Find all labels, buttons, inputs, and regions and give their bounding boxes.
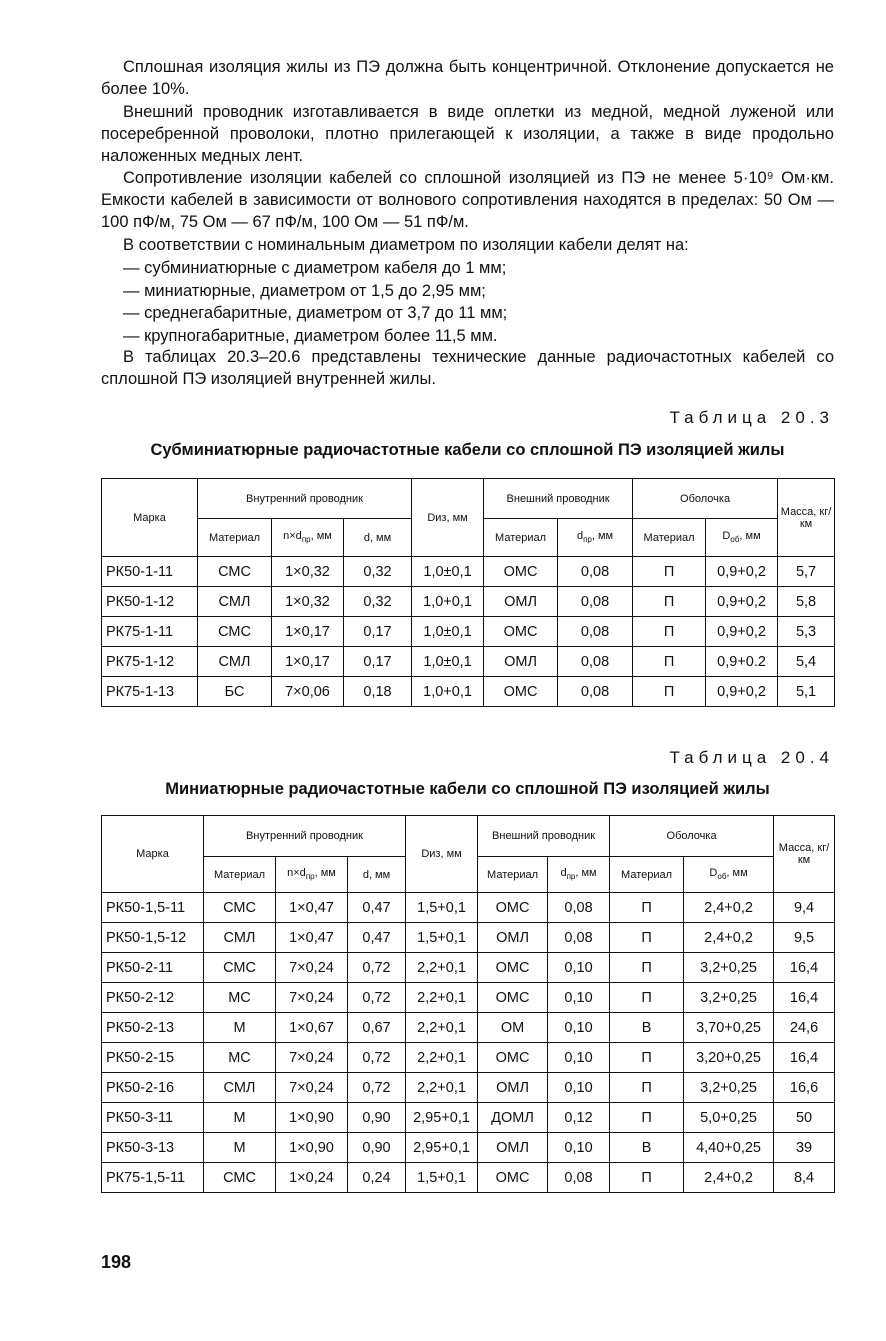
table-label: Таблица 20.3 bbox=[669, 408, 834, 427]
table-cell: П bbox=[610, 923, 684, 953]
table-cell: 0,10 bbox=[548, 983, 610, 1013]
table-cell: 3,2+0,25 bbox=[684, 983, 774, 1013]
table-cell: РК50-1,5-11 bbox=[102, 893, 204, 923]
header-material: Материал bbox=[478, 857, 548, 893]
table-cell: 3,2+0,25 bbox=[684, 953, 774, 983]
header-wire-count-diameter: $n\times d_{пр}$, мм bbox=[276, 857, 348, 893]
table-cell: 0,17 bbox=[344, 617, 412, 647]
table-cell: 0,08 bbox=[548, 1163, 610, 1193]
table-cell: РК50-2-12 bbox=[102, 983, 204, 1013]
table-cell: 0,9+0,2 bbox=[706, 677, 778, 707]
table-cell: 1×0,32 bbox=[272, 557, 344, 587]
table-cell: 3,20+0,25 bbox=[684, 1043, 774, 1073]
table-cell: 0,18 bbox=[344, 677, 412, 707]
table-cell: 0,10 bbox=[548, 1133, 610, 1163]
table-cell: 1,5+0,1 bbox=[406, 1163, 478, 1193]
table-row bbox=[102, 557, 835, 587]
table-cell: 0,9+0.2 bbox=[706, 647, 778, 677]
table-cell: РК50-2-16 bbox=[102, 1073, 204, 1103]
table-cell: М bbox=[204, 1133, 276, 1163]
table-cell: 1,0±0,1 bbox=[412, 617, 484, 647]
table-cell: СМС bbox=[204, 953, 276, 983]
header-mass: Масса, кг/км bbox=[778, 479, 835, 557]
table-cell: М bbox=[204, 1013, 276, 1043]
table-cell: 0,67 bbox=[348, 1013, 406, 1043]
table-cell: 5,3 bbox=[778, 617, 835, 647]
table-cell: РК75-1-11 bbox=[102, 617, 198, 647]
header-outer-conductor: Внешний проводник bbox=[484, 479, 633, 519]
header-sheath: Оболочка bbox=[633, 479, 778, 519]
header-inner-conductor: Внутренний проводник bbox=[204, 816, 406, 857]
table-cell: РК50-3-11 bbox=[102, 1103, 204, 1133]
table-cell: ОМЛ bbox=[484, 587, 558, 617]
header-wire-diameter: $d_{пр}$, мм bbox=[558, 519, 633, 557]
table-cell: ОМС bbox=[484, 617, 558, 647]
table-cell: 0,08 bbox=[558, 617, 633, 647]
table-row bbox=[102, 1043, 835, 1073]
table-label: Таблица 20.4 bbox=[669, 748, 834, 767]
table-cell: 24,6 bbox=[774, 1013, 835, 1043]
table-cell: 1,0±0,1 bbox=[412, 647, 484, 677]
table-cell: 0,12 bbox=[548, 1103, 610, 1133]
table-cell: 0,9+0,2 bbox=[706, 557, 778, 587]
table-cell: ОМ bbox=[478, 1013, 548, 1043]
table-cell: В bbox=[610, 1133, 684, 1163]
table-cell: 2,95+0,1 bbox=[406, 1133, 478, 1163]
table-cell: СМЛ bbox=[204, 923, 276, 953]
header-mass: Масса, кг/км bbox=[774, 816, 835, 893]
table-cell: ОМЛ bbox=[484, 647, 558, 677]
header-mark: Марка bbox=[102, 479, 198, 557]
table-cell: 0,90 bbox=[348, 1133, 406, 1163]
table-cell: П bbox=[633, 557, 706, 587]
header-diameter-insulation: Dиз, мм bbox=[412, 479, 484, 557]
table-caption: Субминиатюрные радиочастотные кабели со сплошной ПЭ изоляцией жилы bbox=[150, 441, 785, 459]
table-cell: 1,0+0,1 bbox=[412, 587, 484, 617]
table-cell: РК50-3-13 bbox=[102, 1133, 204, 1163]
table-cell: 0,08 bbox=[558, 587, 633, 617]
list-item-medium: — среднегабаритные, диаметром от 3,7 до 11 мм; bbox=[123, 304, 508, 322]
header-material: Материал bbox=[198, 519, 272, 557]
table-cell: ДОМЛ bbox=[478, 1103, 548, 1133]
list-item-miniature: — миниатюрные, диаметром от 1,5 до 2,95 мм; bbox=[123, 282, 486, 300]
table-cell: 0,9+0,2 bbox=[706, 617, 778, 647]
table-cell: 7×0,06 bbox=[272, 677, 344, 707]
table-cell: 0,9+0,2 bbox=[706, 587, 778, 617]
table-cell: 0,10 bbox=[548, 1073, 610, 1103]
paragraph-classification: В соответствии с номинальным диаметром по изоляции кабели делят на: bbox=[123, 236, 689, 254]
table-cell: СМЛ bbox=[198, 647, 272, 677]
table-row bbox=[102, 893, 835, 923]
header-wire-count-diameter: $n\times d_{пр}$, мм bbox=[272, 519, 344, 557]
table-cell: РК50-2-13 bbox=[102, 1013, 204, 1043]
table-cell: 7×0,24 bbox=[276, 1073, 348, 1103]
table-cell: 7×0,24 bbox=[276, 1043, 348, 1073]
table-row bbox=[102, 1103, 835, 1133]
table-cell: 1×0,67 bbox=[276, 1013, 348, 1043]
table-cell: 0,08 bbox=[558, 647, 633, 677]
page-number: 198 bbox=[101, 1252, 132, 1272]
table-cell: 16,4 bbox=[774, 983, 835, 1013]
table-cell: 0,08 bbox=[548, 923, 610, 953]
table-row bbox=[102, 983, 835, 1013]
table-cell: 4,40+0,25 bbox=[684, 1133, 774, 1163]
table-row bbox=[102, 1013, 835, 1043]
table-cell: П bbox=[610, 983, 684, 1013]
table-cell: 1×0,24 bbox=[276, 1163, 348, 1193]
table-cell: 7×0,24 bbox=[276, 953, 348, 983]
table-cell: ОМЛ bbox=[478, 1133, 548, 1163]
table-cell: СМС bbox=[198, 557, 272, 587]
header-sheath-diameter: $D_{об}$, мм bbox=[706, 519, 778, 557]
paragraph-tables-intro: В таблицах 20.3–20.6 представлены технические данные радиочастотных кабелей со сплошной ПЭ изоляцией внутренней жилы. bbox=[101, 348, 834, 388]
table-cell: 0,10 bbox=[548, 953, 610, 983]
table-miniature-cables bbox=[101, 815, 835, 1193]
table-cell: БС bbox=[198, 677, 272, 707]
header-sheath-diameter: $D_{об}$, мм bbox=[684, 857, 774, 893]
table-cell: 0,10 bbox=[548, 1043, 610, 1073]
table-row bbox=[102, 617, 835, 647]
table-row bbox=[102, 1073, 835, 1103]
table-cell: 5,8 bbox=[778, 587, 835, 617]
table-cell: 1,5+0,1 bbox=[406, 893, 478, 923]
table-cell: 0,72 bbox=[348, 953, 406, 983]
table-cell: 2,2+0,1 bbox=[406, 1013, 478, 1043]
table-cell: В bbox=[610, 1013, 684, 1043]
table-cell: 1×0,17 bbox=[272, 617, 344, 647]
table-cell: 0,47 bbox=[348, 923, 406, 953]
table-cell: РК50-1-12 bbox=[102, 587, 198, 617]
table-cell: РК50-2-15 bbox=[102, 1043, 204, 1073]
table-cell: ОМС bbox=[478, 893, 548, 923]
table-cell: 2,2+0,1 bbox=[406, 1073, 478, 1103]
table-cell: 0,24 bbox=[348, 1163, 406, 1193]
table-cell: П bbox=[633, 647, 706, 677]
table-cell: СМЛ bbox=[204, 1073, 276, 1103]
header-diameter-insulation: Dиз, мм bbox=[406, 816, 478, 893]
table-cell: 0,72 bbox=[348, 1073, 406, 1103]
table-cell: 2,4+0,2 bbox=[684, 1163, 774, 1193]
table-cell: ОМС bbox=[478, 1163, 548, 1193]
table-cell: 1,5+0,1 bbox=[406, 923, 478, 953]
table-cell: ОМЛ bbox=[478, 1073, 548, 1103]
table-cell: 16,4 bbox=[774, 953, 835, 983]
table-cell: РК50-1,5-12 bbox=[102, 923, 204, 953]
table-cell: 2,2+0,1 bbox=[406, 1043, 478, 1073]
table-cell: 0,90 bbox=[348, 1103, 406, 1133]
table-row bbox=[102, 923, 835, 953]
list-item-large: — крупногабаритные, диаметром более 11,5 мм. bbox=[123, 327, 498, 345]
table-row bbox=[102, 1133, 835, 1163]
header-outer-conductor: Внешний проводник bbox=[478, 816, 610, 857]
table-cell: 0,08 bbox=[548, 893, 610, 923]
header-inner-conductor: Внутренний проводник bbox=[198, 479, 412, 519]
table-cell: П bbox=[610, 1163, 684, 1193]
table-row bbox=[102, 1163, 835, 1193]
paragraph-resistance: Сопротивление изоляции кабелей со сплошной изоляцией из ПЭ не менее 5·10⁹ Ом·км. Емкости кабелей в зависимости от волнового сопротивления находятся в пределах: 50 Ом — 100 пФ/м, 75 Ом — 67 пФ/м, 100 Ом — 51 пФ/м. bbox=[101, 169, 834, 231]
table-cell: 39 bbox=[774, 1133, 835, 1163]
table-cell: 0,32 bbox=[344, 587, 412, 617]
table-cell: 1,0+0,1 bbox=[412, 677, 484, 707]
table-cell: П bbox=[633, 587, 706, 617]
table-cell: П bbox=[610, 1073, 684, 1103]
table-cell: 0,32 bbox=[344, 557, 412, 587]
table-cell: ОМЛ bbox=[478, 923, 548, 953]
table-cell: 2,95+0,1 bbox=[406, 1103, 478, 1133]
table-cell: 3,2+0,25 bbox=[684, 1073, 774, 1103]
table-cell: 0,17 bbox=[344, 647, 412, 677]
table-cell: 0,08 bbox=[558, 677, 633, 707]
table-cell: П bbox=[610, 1103, 684, 1133]
table-cell: 5,4 bbox=[778, 647, 835, 677]
table-cell: 9,4 bbox=[774, 893, 835, 923]
table-cell: РК75-1-13 bbox=[102, 677, 198, 707]
table-cell: 2,2+0,1 bbox=[406, 983, 478, 1013]
table-row bbox=[102, 647, 835, 677]
table-cell: П bbox=[633, 677, 706, 707]
table-cell: 5,0+0,25 bbox=[684, 1103, 774, 1133]
list-item-subminiature: — субминиатюрные с диаметром кабеля до 1 мм; bbox=[123, 259, 507, 277]
table-cell: 2,2+0,1 bbox=[406, 953, 478, 983]
table-cell: М bbox=[204, 1103, 276, 1133]
table-cell: ОМС bbox=[484, 677, 558, 707]
header-mark: Марка bbox=[102, 816, 204, 893]
table-cell: 1×0,90 bbox=[276, 1103, 348, 1133]
table-cell: 0,08 bbox=[558, 557, 633, 587]
table-cell: СМС bbox=[204, 893, 276, 923]
table-cell: 16,4 bbox=[774, 1043, 835, 1073]
table-cell: 16,6 bbox=[774, 1073, 835, 1103]
table-cell: 5,1 bbox=[778, 677, 835, 707]
table-cell: МС bbox=[204, 1043, 276, 1073]
table-cell: ОМС bbox=[484, 557, 558, 587]
table-cell: 3,70+0,25 bbox=[684, 1013, 774, 1043]
header-wire-diameter: $d_{пр}$, мм bbox=[548, 857, 610, 893]
table-cell: 50 bbox=[774, 1103, 835, 1133]
table-cell: 0,72 bbox=[348, 983, 406, 1013]
table-cell: 0,47 bbox=[348, 893, 406, 923]
header-material: Материал bbox=[204, 857, 276, 893]
table-cell: 1×0,17 bbox=[272, 647, 344, 677]
table-cell: ОМС bbox=[478, 953, 548, 983]
table-cell: П bbox=[610, 1043, 684, 1073]
table-cell: ОМС bbox=[478, 983, 548, 1013]
table-row bbox=[102, 677, 835, 707]
table-cell: 9,5 bbox=[774, 923, 835, 953]
table-cell: 1×0,32 bbox=[272, 587, 344, 617]
table-cell: П bbox=[633, 617, 706, 647]
table-cell: П bbox=[610, 953, 684, 983]
header-material: Материал bbox=[633, 519, 706, 557]
table-cell: 1,0±0,1 bbox=[412, 557, 484, 587]
table-cell: 2,4+0,2 bbox=[684, 923, 774, 953]
table-cell: СМС bbox=[198, 617, 272, 647]
table-cell: 8,4 bbox=[774, 1163, 835, 1193]
header-sheath: Оболочка bbox=[610, 816, 774, 857]
header-material: Материал bbox=[610, 857, 684, 893]
table-cell: 0,10 bbox=[548, 1013, 610, 1043]
table-cell: 7×0,24 bbox=[276, 983, 348, 1013]
table-cell: 1×0,47 bbox=[276, 893, 348, 923]
header-d: d, мм bbox=[344, 519, 412, 557]
header-material: Материал bbox=[484, 519, 558, 557]
table-cell: СМС bbox=[204, 1163, 276, 1193]
table-cell: РК75-1-12 bbox=[102, 647, 198, 677]
table-row bbox=[102, 587, 835, 617]
table-cell: 5,7 bbox=[778, 557, 835, 587]
table-caption: Миниатюрные радиочастотные кабели со сплошной ПЭ изоляцией жилы bbox=[165, 780, 770, 798]
table-cell: ОМС bbox=[478, 1043, 548, 1073]
table-cell: 1×0,47 bbox=[276, 923, 348, 953]
table-cell: 0,72 bbox=[348, 1043, 406, 1073]
table-row bbox=[102, 953, 835, 983]
table-cell: П bbox=[610, 893, 684, 923]
table-cell: 1×0,90 bbox=[276, 1133, 348, 1163]
table-cell: РК50-1-11 bbox=[102, 557, 198, 587]
table-cell: РК75-1,5-11 bbox=[102, 1163, 204, 1193]
header-d: d, мм bbox=[348, 857, 406, 893]
table-cell: СМЛ bbox=[198, 587, 272, 617]
table-subminiature-cables bbox=[101, 478, 835, 707]
table-cell: МС bbox=[204, 983, 276, 1013]
table-cell: 2,4+0,2 bbox=[684, 893, 774, 923]
table-cell: РК50-2-11 bbox=[102, 953, 204, 983]
paragraph-outer-conductor: Внешний проводник изготавливается в виде оплетки из медной, медной луженой или посеребренной проволоки, плотно прилегающей к изоляции, а также в виде продольно наложенных медных лент. bbox=[101, 103, 834, 165]
paragraph-insulation: Сплошная изоляция жилы из ПЭ должна быть концентричной. Отклонение допускается не более 10%. bbox=[101, 58, 834, 98]
